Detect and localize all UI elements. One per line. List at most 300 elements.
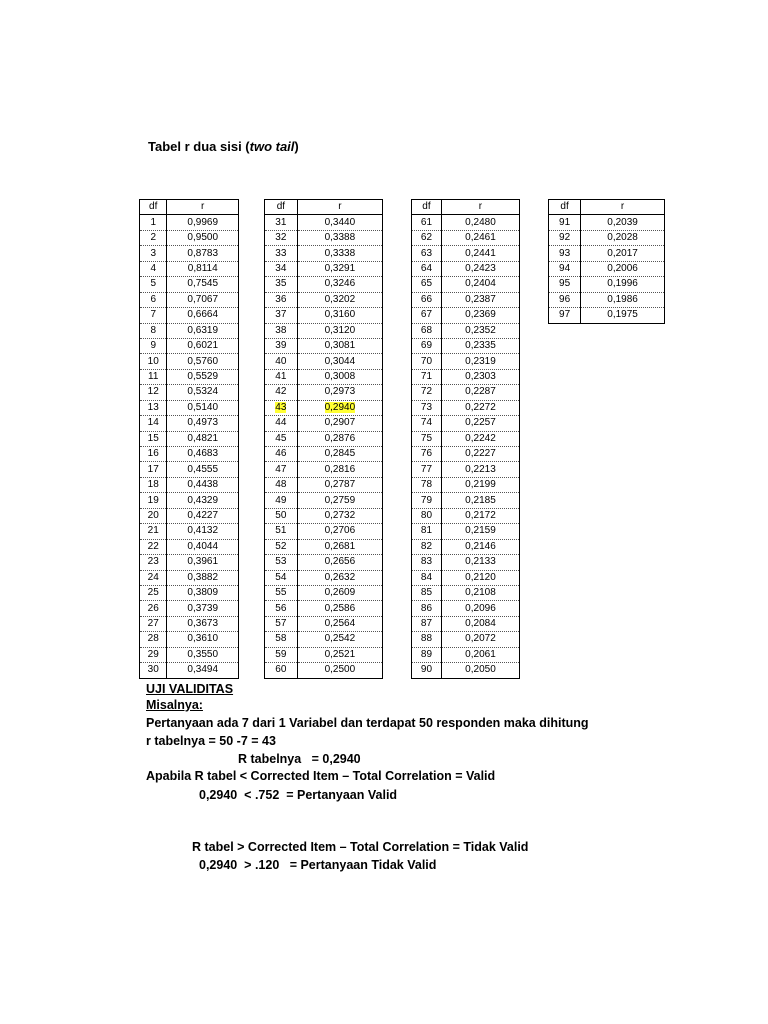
table-row — [265, 261, 383, 276]
r-cell: 0,6664 — [167, 308, 239, 323]
r-cell: 0,2287 — [441, 385, 519, 400]
df-cell — [265, 400, 298, 415]
r-cell: 0,2542 — [297, 632, 382, 647]
r-cell: 0,2441 — [441, 246, 519, 261]
notes-line-6: R tabel > Corrected Item – Total Correlation = Tidak Valid — [192, 840, 529, 854]
r-cell: 0,5324 — [167, 385, 239, 400]
r-cell: 0,2521 — [297, 647, 382, 662]
r-cell: 0,2352 — [441, 323, 519, 338]
table-row — [265, 477, 383, 492]
df-cell: 25 — [140, 585, 167, 600]
r-cell: 0,2159 — [441, 524, 519, 539]
df-cell: 33 — [265, 246, 298, 261]
r-cell: 0,2480 — [441, 215, 519, 230]
df-cell: 48 — [265, 477, 298, 492]
table-row — [412, 323, 520, 338]
table-row — [140, 354, 239, 369]
r-cell: 0,2500 — [324, 664, 356, 676]
table-row — [140, 601, 239, 616]
table-header-row — [140, 200, 239, 215]
table-row — [140, 385, 239, 400]
r-cell: 0,2017 — [581, 246, 665, 261]
df-cell: 62 — [412, 230, 442, 245]
r-cell: 0,9969 — [167, 215, 239, 230]
table-row — [265, 663, 383, 678]
df-cell: 61 — [412, 215, 442, 230]
df-cell: 96 — [549, 292, 581, 307]
table-row — [412, 277, 520, 292]
r-cell: 0,4227 — [167, 508, 239, 523]
r-cell: 0,3739 — [167, 601, 239, 616]
df-cell: 9 — [140, 338, 167, 353]
df-cell: 60 — [265, 663, 298, 678]
r-cell: 0,2084 — [441, 616, 519, 631]
r-cell: 0,4132 — [167, 524, 239, 539]
table-row — [140, 308, 239, 323]
df-cell: 37 — [265, 308, 298, 323]
df-cell: 55 — [265, 585, 298, 600]
r-cell: 0,2335 — [441, 338, 519, 353]
table-row — [412, 632, 520, 647]
r-cell: 0,3044 — [297, 354, 382, 369]
r-cell: 0,2369 — [441, 308, 519, 323]
r-cell: 0,3008 — [297, 369, 382, 384]
notes-line-4: Apabila R tabel < Corrected Item – Total Correlation = Valid — [146, 769, 496, 783]
df-cell: 78 — [412, 477, 442, 492]
df-cell: 56 — [265, 601, 298, 616]
table-row — [549, 308, 665, 323]
df-cell: 6 — [140, 292, 167, 307]
table-row — [412, 354, 520, 369]
r-cell: 0,2706 — [297, 524, 382, 539]
table-row — [140, 431, 239, 446]
header-r: r — [167, 200, 239, 215]
r-cell: 0,2072 — [441, 632, 519, 647]
table-row — [412, 261, 520, 276]
df-cell: 8 — [140, 323, 167, 338]
r-cell: 0,2609 — [297, 585, 382, 600]
header-df: df — [549, 200, 581, 215]
table-row — [549, 277, 665, 292]
df-cell: 69 — [412, 338, 442, 353]
table-row — [265, 308, 383, 323]
df-cell: 71 — [412, 369, 442, 384]
table-row — [412, 585, 520, 600]
df-cell: 1 — [140, 215, 167, 230]
table-row — [140, 616, 239, 631]
table-row — [265, 462, 383, 477]
r-cell: 0,3550 — [167, 647, 239, 662]
r-cell: 0,5140 — [167, 400, 239, 415]
df-cell: 70 — [412, 354, 442, 369]
df-cell: 45 — [265, 431, 298, 446]
header-df: df — [140, 200, 167, 215]
r-cell: 0,9500 — [167, 230, 239, 245]
table-row — [265, 616, 383, 631]
df-cell: 77 — [412, 462, 442, 477]
df-cell: 18 — [140, 477, 167, 492]
header-r: r — [441, 200, 519, 215]
notes-line-5: 0,2940 < .752 = Pertanyaan Valid — [199, 788, 398, 802]
r-cell: 0,2319 — [441, 354, 519, 369]
notes-line-3: R tabelnya = 0,2940 — [238, 752, 361, 766]
r-cell: 0,2564 — [297, 616, 382, 631]
df-cell: 51 — [265, 524, 298, 539]
table-row — [140, 323, 239, 338]
table-row — [549, 261, 665, 276]
table-row — [265, 323, 383, 338]
table-row — [265, 416, 383, 431]
df-cell: 95 — [549, 277, 581, 292]
table-row — [265, 369, 383, 384]
df-cell: 28 — [140, 632, 167, 647]
r-cell: 0,2586 — [297, 601, 382, 616]
table-header-row — [549, 200, 665, 215]
r-cell: 0,2108 — [441, 585, 519, 600]
highlighted-r: 0,2940 — [324, 401, 356, 413]
df-cell: 73 — [412, 400, 442, 415]
r-cell: 0,2423 — [441, 261, 519, 276]
table-row — [265, 555, 383, 570]
df-cell: 39 — [265, 338, 298, 353]
r-cell: 0,4683 — [167, 447, 239, 462]
r-cell: 0,2227 — [441, 447, 519, 462]
r-cell: 0,4821 — [167, 431, 239, 446]
table-row — [412, 308, 520, 323]
r-cell: 0,3961 — [167, 555, 239, 570]
df-cell: 59 — [265, 647, 298, 662]
r-cell: 0,5529 — [167, 369, 239, 384]
r-cell: 0,2845 — [297, 447, 382, 462]
r-cell: 0,2199 — [441, 477, 519, 492]
df-cell: 85 — [412, 585, 442, 600]
table-row — [140, 292, 239, 307]
table-row — [140, 462, 239, 477]
r-cell: 0,2656 — [297, 555, 382, 570]
df-cell: 32 — [265, 230, 298, 245]
table-row — [265, 215, 383, 230]
r-cell: 0,3291 — [297, 261, 382, 276]
r-cell: 0,2404 — [441, 277, 519, 292]
df-cell: 27 — [140, 616, 167, 631]
title-text: Tabel r dua sisi ( — [148, 139, 250, 154]
table-row — [140, 215, 239, 230]
df-cell: 94 — [549, 261, 581, 276]
table-row — [140, 632, 239, 647]
df-cell: 53 — [265, 555, 298, 570]
r-cell: 0,2146 — [441, 539, 519, 554]
r-cell: 0,2061 — [441, 647, 519, 662]
r-cell: 0,3246 — [297, 277, 382, 292]
df-cell: 92 — [549, 230, 581, 245]
title-suffix: ) — [294, 139, 299, 154]
highlighted-df: 43 — [275, 401, 287, 413]
r-cell — [297, 400, 382, 415]
df-cell: 97 — [549, 308, 581, 323]
df-cell: 57 — [265, 616, 298, 631]
table-row — [265, 385, 383, 400]
table-row — [140, 400, 239, 415]
df-cell: 90 — [412, 663, 442, 678]
df-cell: 68 — [412, 323, 442, 338]
df-cell: 10 — [140, 354, 167, 369]
r-cell: 0,3440 — [297, 215, 382, 230]
title-italic: two tail — [249, 139, 295, 154]
table-row — [412, 447, 520, 462]
table-row — [412, 601, 520, 616]
df-cell: 23 — [140, 555, 167, 570]
r-cell: 0,3882 — [167, 570, 239, 585]
df-cell: 87 — [412, 616, 442, 631]
r-cell: 0,2185 — [441, 493, 519, 508]
r-cell: 0,3388 — [297, 230, 382, 245]
r-cell: 0,3673 — [167, 616, 239, 631]
table-row — [265, 524, 383, 539]
r-cell: 0,2272 — [441, 400, 519, 415]
table-row — [140, 338, 239, 353]
df-cell: 76 — [412, 447, 442, 462]
df-cell: 88 — [412, 632, 442, 647]
df-cell: 12 — [140, 385, 167, 400]
table-row — [412, 215, 520, 230]
df-cell: 91 — [549, 215, 581, 230]
df-cell: 86 — [412, 601, 442, 616]
table-row — [412, 616, 520, 631]
r-cell: 0,2907 — [297, 416, 382, 431]
r-cell: 0,3809 — [167, 585, 239, 600]
df-cell: 74 — [412, 416, 442, 431]
r-cell: 0,3494 — [187, 664, 219, 676]
r-cell: 0,2120 — [441, 570, 519, 585]
notes-heading: UJI VALIDITAS — [146, 682, 234, 696]
df-cell: 84 — [412, 570, 442, 585]
df-cell: 44 — [265, 416, 298, 431]
df-cell: 22 — [140, 539, 167, 554]
table-row — [140, 585, 239, 600]
table-row — [265, 431, 383, 446]
r-cell: 0,3120 — [297, 323, 382, 338]
table-row — [265, 277, 383, 292]
table-row — [265, 585, 383, 600]
df-cell: 11 — [140, 369, 167, 384]
table-header-row — [412, 200, 520, 215]
table-row — [412, 647, 520, 662]
df-cell: 35 — [265, 277, 298, 292]
table-row — [412, 246, 520, 261]
df-cell: 13 — [140, 400, 167, 415]
df-cell: 14 — [140, 416, 167, 431]
df-cell: 67 — [412, 308, 442, 323]
df-cell: 3 — [140, 246, 167, 261]
table-row — [140, 477, 239, 492]
df-cell: 2 — [140, 230, 167, 245]
r-cell: 0,2973 — [297, 385, 382, 400]
table-row — [140, 261, 239, 276]
r-cell: 0,4329 — [167, 493, 239, 508]
df-cell: 19 — [140, 493, 167, 508]
df-cell: 24 — [140, 570, 167, 585]
table-row — [265, 447, 383, 462]
r-cell: 0,2303 — [441, 369, 519, 384]
r-cell: 0,2257 — [441, 416, 519, 431]
r-cell: 0,2213 — [441, 462, 519, 477]
table-row — [265, 539, 383, 554]
header-r: r — [297, 200, 382, 215]
table-row — [140, 416, 239, 431]
table-row — [265, 570, 383, 585]
df-cell: 72 — [412, 385, 442, 400]
r-cell: 0,2876 — [297, 431, 382, 446]
df-cell: 4 — [140, 261, 167, 276]
r-cell: 0,6319 — [167, 323, 239, 338]
table-row — [412, 431, 520, 446]
table-row — [412, 292, 520, 307]
table-row — [140, 493, 239, 508]
r-cell: 0,2172 — [441, 508, 519, 523]
r-cell: 0,1975 — [607, 309, 638, 321]
r-cell: 0,4973 — [167, 416, 239, 431]
notes-line-2: r tabelnya = 50 -7 = 43 — [146, 734, 276, 748]
df-cell: 58 — [265, 632, 298, 647]
r-cell: 0,8114 — [167, 261, 239, 276]
df-cell: 66 — [412, 292, 442, 307]
table-row — [265, 292, 383, 307]
df-cell: 38 — [265, 323, 298, 338]
table-row — [412, 570, 520, 585]
r-cell: 0,2096 — [441, 601, 519, 616]
df-cell: 41 — [265, 369, 298, 384]
df-cell: 31 — [265, 215, 298, 230]
table-row — [265, 493, 383, 508]
notes-line-7: 0,2940 > .120 = Pertanyaan Tidak Valid — [199, 858, 437, 872]
r-cell: 0,2732 — [297, 508, 382, 523]
table-row — [412, 508, 520, 523]
table-row — [412, 462, 520, 477]
r-cell: 0,2681 — [297, 539, 382, 554]
df-cell: 89 — [412, 647, 442, 662]
table-row — [265, 632, 383, 647]
table-row — [549, 230, 665, 245]
r-cell: 0,2006 — [581, 261, 665, 276]
table-row — [412, 369, 520, 384]
table-row — [265, 400, 383, 415]
table-row — [412, 230, 520, 245]
r-cell: 0,2461 — [441, 230, 519, 245]
header-df: df — [265, 200, 298, 215]
table-row — [412, 555, 520, 570]
r-table-3 — [411, 199, 520, 679]
r-cell: 0,1996 — [581, 277, 665, 292]
table-row — [412, 524, 520, 539]
df-cell: 47 — [265, 462, 298, 477]
r-cell: 0,2759 — [297, 493, 382, 508]
df-cell: 54 — [265, 570, 298, 585]
df-cell: 52 — [265, 539, 298, 554]
table-row — [140, 230, 239, 245]
table-row — [140, 508, 239, 523]
table-row — [140, 555, 239, 570]
r-cell: 0,2050 — [465, 664, 496, 676]
table-row — [549, 246, 665, 261]
table-row — [140, 369, 239, 384]
table-row — [265, 338, 383, 353]
table-row — [140, 647, 239, 662]
r-table-1 — [139, 199, 239, 679]
df-cell: 7 — [140, 308, 167, 323]
r-cell: 0,2133 — [441, 555, 519, 570]
table-row — [412, 493, 520, 508]
table-row — [265, 246, 383, 261]
r-cell: 0,3202 — [297, 292, 382, 307]
r-cell: 0,3610 — [167, 632, 239, 647]
notes-line-1: Pertanyaan ada 7 dari 1 Variabel dan terdapat 50 responden maka dihitung — [146, 716, 589, 730]
r-cell: 0,2787 — [297, 477, 382, 492]
table-row — [549, 215, 665, 230]
table-row — [140, 524, 239, 539]
table-row — [140, 663, 239, 678]
r-cell: 0,1986 — [581, 292, 665, 307]
r-cell: 0,4044 — [167, 539, 239, 554]
table-row — [140, 570, 239, 585]
df-cell: 80 — [412, 508, 442, 523]
table-row — [265, 647, 383, 662]
df-cell: 65 — [412, 277, 442, 292]
r-cell: 0,2632 — [297, 570, 382, 585]
table-row — [412, 385, 520, 400]
df-cell: 26 — [140, 601, 167, 616]
df-cell: 30 — [140, 663, 167, 678]
header-df: df — [412, 200, 442, 215]
r-cell: 0,2387 — [441, 292, 519, 307]
r-cell: 0,2242 — [441, 431, 519, 446]
r-cell: 0,2039 — [581, 215, 665, 230]
table-row — [140, 447, 239, 462]
df-cell: 29 — [140, 647, 167, 662]
r-table-2 — [264, 199, 383, 679]
df-cell: 49 — [265, 493, 298, 508]
header-r: r — [581, 200, 665, 215]
df-cell: 79 — [412, 493, 442, 508]
df-cell: 21 — [140, 524, 167, 539]
r-cell: 0,5760 — [167, 354, 239, 369]
table-row — [412, 400, 520, 415]
table-row — [265, 508, 383, 523]
df-cell: 83 — [412, 555, 442, 570]
table-row — [412, 663, 520, 678]
r-cell: 0,3081 — [297, 338, 382, 353]
r-table-4 — [548, 199, 665, 324]
r-cell: 0,2028 — [581, 230, 665, 245]
df-cell: 36 — [265, 292, 298, 307]
df-cell: 40 — [265, 354, 298, 369]
document-title — [148, 139, 299, 154]
table-row — [412, 416, 520, 431]
table-row — [412, 338, 520, 353]
r-cell: 0,6021 — [167, 338, 239, 353]
df-cell: 50 — [265, 508, 298, 523]
r-cell: 0,7545 — [167, 277, 239, 292]
r-cell: 0,3160 — [297, 308, 382, 323]
df-cell: 15 — [140, 431, 167, 446]
df-cell: 64 — [412, 261, 442, 276]
table-row — [265, 601, 383, 616]
df-cell: 34 — [265, 261, 298, 276]
r-cell: 0,4555 — [167, 462, 239, 477]
table-row — [412, 477, 520, 492]
df-cell: 82 — [412, 539, 442, 554]
df-cell: 17 — [140, 462, 167, 477]
r-cell: 0,3338 — [297, 246, 382, 261]
